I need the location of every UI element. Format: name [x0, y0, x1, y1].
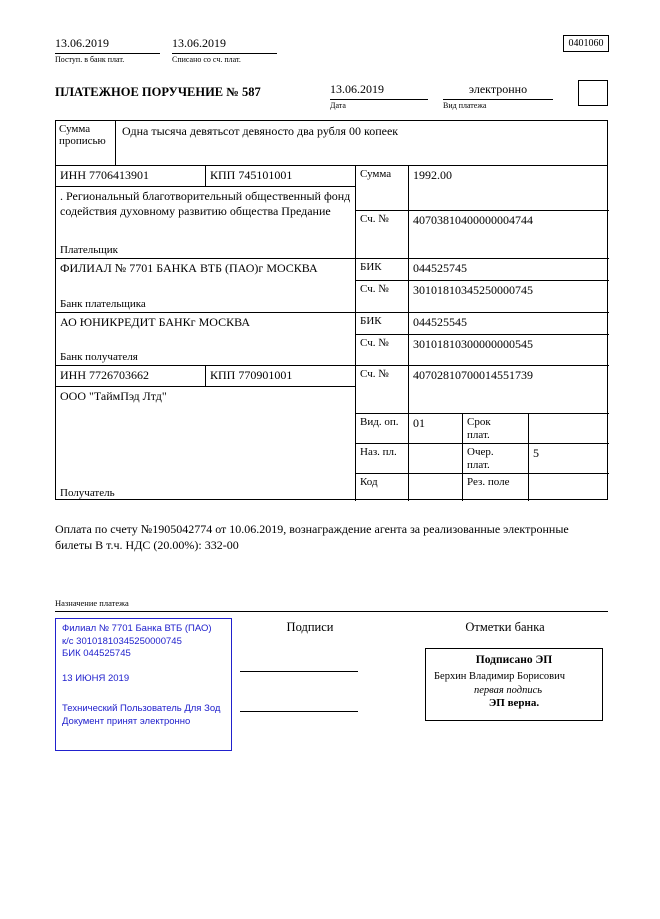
payee-account-label-cell: Сч. № [356, 366, 409, 414]
payer-bank-bik-label-cell: БИК [356, 259, 409, 281]
purpose-code-value-cell [409, 444, 463, 474]
signatures-heading: Подписи [286, 620, 334, 634]
reserve-value-cell [529, 474, 609, 501]
date-debited-field [172, 36, 277, 64]
payer-bank-bik-value-cell: 044525745 [409, 259, 609, 281]
esignature-name: Берхин Владимир Борисович [434, 671, 565, 683]
signature-line-1 [240, 654, 358, 672]
amount-label-cell: Сумма [356, 166, 409, 211]
payee-account-value-cell: 40702810700014551739 [409, 366, 609, 414]
code-value-cell [409, 474, 463, 501]
esignature-title: Подписано ЭП [475, 654, 553, 666]
payee-bank-bik-value-cell: 044525545 [409, 313, 609, 335]
bank-stamp-line: к/с 30101810345250000745 [62, 635, 182, 647]
amount-value-cell: 1992.00 [409, 166, 609, 211]
amount-in-words-block [55, 120, 608, 165]
payer-account-label-cell: Сч. № [356, 211, 409, 259]
bank-stamp-line: БИК 044525745 [62, 648, 131, 659]
payment-kind-field [443, 82, 553, 110]
bank-stamp-line: Филиал № 7701 Банка ВТБ (ПАО) [62, 623, 212, 634]
payer-kpp-cell: КПП 745101001 [206, 166, 356, 187]
amount-in-words-label: Сумма прописью [56, 121, 116, 165]
document-title: ПЛАТЕЖНОЕ ПОРУЧЕНИЕ № 587 [55, 85, 261, 99]
payee-bank-section-label: Банк получателя [60, 350, 138, 363]
payment-kind-value: электронно [443, 82, 553, 100]
payee-cell [56, 387, 356, 501]
payee-kpp-cell: КПП 770901001 [206, 366, 356, 387]
bank-stamp-user: Технический Пользователь Для Зод [62, 703, 221, 714]
payer-bank-section-label: Банк плательщика [60, 297, 146, 310]
payee-bank-name: АО ЮНИКРЕДИТ БАНКг МОСКВА [60, 315, 250, 329]
code-label-cell: Код [356, 474, 409, 501]
payee-bank-bik-label-cell: БИК [356, 313, 409, 335]
amount-in-words-text: Одна тысяча девятьсот девяносто два рубля 00 копеек [122, 124, 399, 138]
requisites-table [55, 165, 608, 500]
pay-term-value-cell [529, 414, 609, 444]
document-date-label: Дата [330, 101, 346, 110]
payee-bank-cell [56, 313, 356, 366]
pay-term-label: Срок плат. [467, 416, 491, 442]
payer-bank-account-label-cell: Сч. № [356, 281, 409, 313]
payee-bank-account-label-cell: Сч. № [356, 335, 409, 366]
payer-bank-account-value-cell: 30101810345250000745 [409, 281, 609, 313]
payee-section-label: Получатель [60, 486, 115, 499]
payer-name: . Региональный благотворительный общественный фонд содействия духовному развитию общества Предание [60, 189, 351, 218]
pay-term-label-cell [463, 414, 529, 444]
document-date-value: 13.06.2019 [330, 82, 428, 100]
payer-inn-cell: ИНН 7706413901 [56, 166, 206, 187]
document-date-field [330, 82, 428, 110]
payer-account-value-cell: 40703810400000004744 [409, 211, 609, 259]
date-received-label: Поступ. в банк плат. [55, 55, 125, 64]
payer-bank-name: ФИЛИАЛ № 7701 БАНКА ВТБ (ПАО)г МОСКВА [60, 261, 318, 275]
payer-section-label: Плательщик [60, 243, 118, 256]
signature-line-2 [240, 694, 358, 712]
date-debited-label: Списано со сч. плат. [172, 55, 241, 64]
payee-inn-cell: ИНН 7726703662 [56, 366, 206, 387]
payment-purpose-label: Назначение платежа [55, 598, 608, 612]
status-box-empty [578, 80, 608, 106]
payee-name: ООО "ТаймПэд Лтд" [60, 389, 167, 403]
payer-bank-cell [56, 259, 356, 313]
esignature-stamp [425, 648, 603, 721]
date-received-field [55, 36, 160, 64]
priority-label: Очер. плат. [467, 446, 494, 472]
payment-kind-label: Вид платежа [443, 101, 487, 110]
payer-cell [56, 187, 356, 259]
op-kind-label-cell: Вид. оп. [356, 414, 409, 444]
date-received-value: 13.06.2019 [55, 36, 160, 54]
esignature-verified: ЭП верна. [488, 696, 540, 709]
op-kind-value-cell: 01 [409, 414, 463, 444]
bank-stamp-date: 13 ИЮНЯ 2019 [62, 672, 130, 684]
date-debited-value: 13.06.2019 [172, 36, 277, 54]
payee-bank-account-value-cell: 30101810300000000545 [409, 335, 609, 366]
bank-stamp [55, 618, 232, 751]
form-code-box: 0401060 [563, 35, 609, 52]
esignature-role: первая подпись [474, 684, 543, 696]
bank-marks-heading: Отметки банка [465, 620, 545, 634]
priority-label-cell [463, 444, 529, 474]
reserve-label-cell: Рез. поле [463, 474, 529, 501]
bank-stamp-note: Документ принят электронно [62, 715, 191, 727]
purpose-code-label-cell: Наз. пл. [356, 444, 409, 474]
priority-value-cell: 5 [529, 444, 609, 474]
payment-purpose-text: Оплата по счету №1905042774 от 10.06.2019, вознаграждение агента за реализованные электронные билеты В т.ч. НДС (20.00%): 332-00 [55, 522, 569, 552]
